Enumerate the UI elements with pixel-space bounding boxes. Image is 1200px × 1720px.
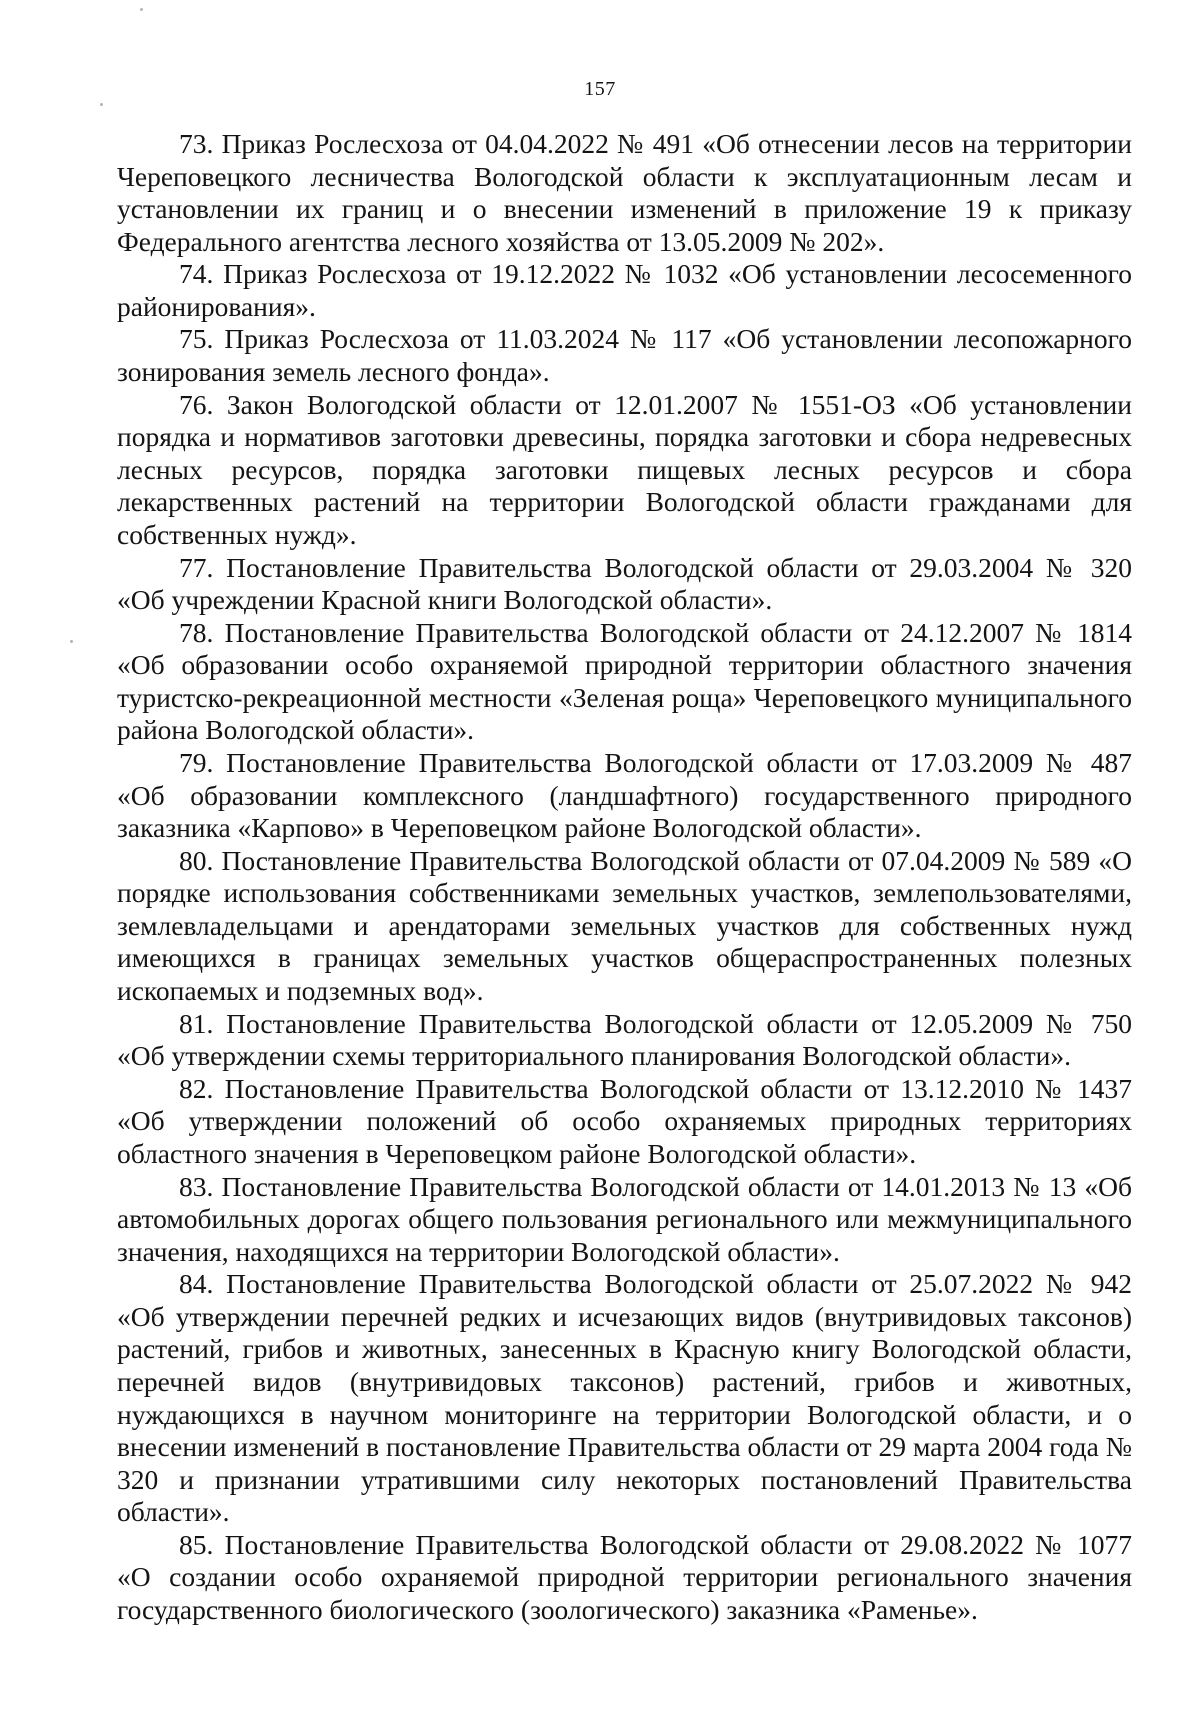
list-item: 75. Приказ Рослесхоза от 11.03.2024 № 117 «Об установлении лесопожарного зонирования земель лесного фонда».: [117, 323, 1132, 388]
page-number: 157: [584, 78, 616, 100]
list-item: 76. Закон Вологодской области от 12.01.2007 № 1551-ОЗ «Об установлении порядка и нормативов заготовки древесины, порядка заготовки и сбора недревесных лесных ресурсов, порядка заготовки пищевых лесных ресурсов и сбора лекарственных растений на территории Вологодской области гражданами для собственных нужд».: [117, 388, 1132, 550]
document-body: [117, 128, 1132, 1627]
scan-speck: [140, 8, 143, 11]
list-item: 73. Приказ Рослесхоза от 04.04.2022 № 491 «Об отнесении лесов на территории Череповецкого лесничества Вологодской области к эксплуатационным лесам и установлении их границ и о внесении изменений в приложение 19 к приказу Федерального агентства лесного хозяйства от 13.05.2009 № 202».: [117, 128, 1132, 257]
list-item: 84. Постановление Правительства Вологодской области от 25.07.2022 № 942 «Об утверждении перечней редких и исчезающих видов (внутривидовых таксонов) растений, грибов и животных, занесенных в Красную книгу Вологодской области, перечней видов (внутривидовых таксонов) растений, грибов и животных, нуждающихся в научном мониторинге на территории Вологодской области, и о внесении изменений в постановление Правительства области от 29 марта 2004 года № 320 и признании утратившими силу некоторых постановлений Правительства области».: [117, 1268, 1132, 1528]
list-item: 79. Постановление Правительства Вологодской области от 17.03.2009 № 487 «Об образовании комплексного (ландшафтного) государственного природного заказника «Карпово» в Череповецком районе Вологодской области».: [117, 746, 1132, 844]
scan-speck: [100, 103, 103, 106]
list-item: 78. Постановление Правительства Вологодской области от 24.12.2007 № 1814 «Об образовании особо охраняемой природной территории областного значения туристско-рекреационной местности «Зеленая роща» Череповецкого муниципального района Вологодской области».: [117, 616, 1132, 746]
list-item: 80. Постановление Правительства Вологодской области от 07.04.2009 № 589 «О порядке использования собственниками земельных участков, землепользователями, землевладельцами и арендаторами земельных участков для собственных нужд имеющихся в границах земельных участков общераспространенных полезных ископаемых и подземных вод».: [117, 844, 1132, 1007]
list-item: 81. Постановление Правительства Вологодской области от 12.05.2009 № 750 «Об утверждении схемы территориального планирования Вологодской области».: [117, 1007, 1132, 1072]
list-item: 77. Постановление Правительства Вологодской области от 29.03.2004 № 320 «Об учреждении Красной книги Вологодской области».: [117, 551, 1132, 616]
list-item: 83. Постановление Правительства Вологодской области от 14.01.2013 № 13 «Об автомобильных дорогах общего пользования регионального или межмуниципального значения, находящихся на территории Вологодской области».: [117, 1170, 1132, 1267]
list-item: 85. Постановление Правительства Вологодской области от 29.08.2022 № 1077 «О создании особо охраняемой природной территории регионального значения государственного биологического (зоологического) заказника «Раменье».: [117, 1528, 1132, 1626]
list-item: 74. Приказ Рослесхоза от 19.12.2022 № 1032 «Об установлении лесосеменного районирования».: [117, 258, 1132, 322]
scan-speck: [70, 640, 73, 643]
list-item: 82. Постановление Правительства Вологодской области от 13.12.2010 № 1437 «Об утверждении положений об особо охраняемых природных территориях областного значения в Череповецком районе Вологодской области».: [117, 1072, 1132, 1169]
